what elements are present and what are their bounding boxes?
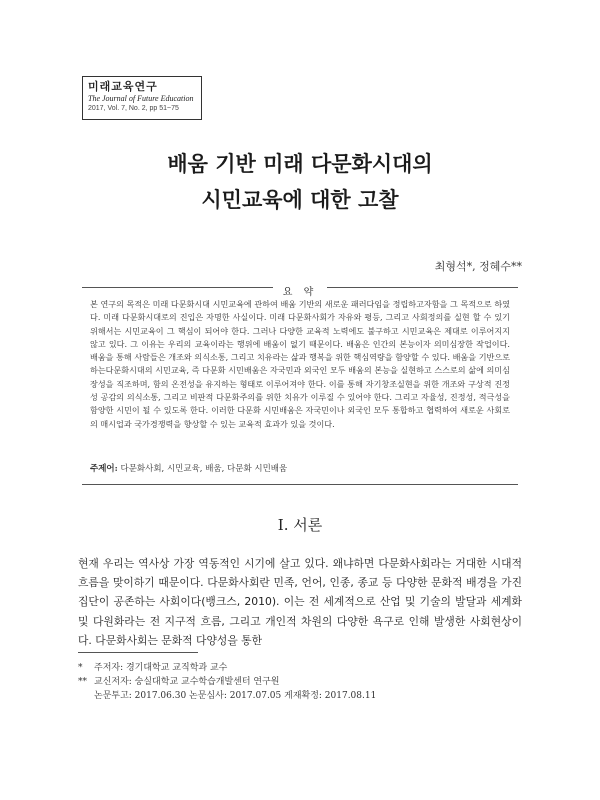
section-heading: Ⅰ. 서론 (277, 516, 323, 534)
body-paragraph: 현재 우리는 역사상 가장 역동적인 시기에 살고 있다. 왜냐하면 다문화사회라는 거대한 시대적 흐름을 맞이하기 때문이다. 다문화사회란 민족, 언어, 인종, 종교 등 다양한 문화적 배경을 가진 집단이 공존하는 사회이다(뱅크스, 2010). 이는 전 세계적으로 산업 및 기술의 발달과 세계화 및 다원화라는 전 지구적 흐름, 그리고 개인적 차원의 다양한 욕구로 인해 발생한 사회현상이다. 다문화사회는 문화적 다양성을 통한 (78, 557, 522, 647)
footnote-1-mark: * (78, 663, 83, 673)
footnote-2-text: 교신저자: 숭실대학교 교수학습개발센터 연구원 (94, 677, 280, 687)
abstract-label-wrap (0, 280, 600, 299)
abstract-label: 요 약 (273, 287, 328, 298)
footnote-2-mark: ** (78, 677, 87, 687)
journal-title: 미래교육연구 (88, 80, 158, 93)
footnote-dates-text: 논문투고: 2017.06.30 논문심사: 2017.07.05 게재확정: 2017.08.11 (94, 691, 377, 701)
footnote-1-text: 주저자: 경기대학교 교직학과 교수 (94, 663, 228, 673)
keywords-label: 주제어: (90, 464, 118, 474)
journal-info-box (82, 76, 202, 120)
footnotes (78, 661, 522, 703)
keywords-list: 다문화사회, 시민교육, 배움, 다문화 시민배움 (120, 464, 288, 474)
paper-title-line2: 시민교육에 대한 고찰 (201, 188, 399, 212)
paper-title-line1: 배움 기반 미래 다문화시대의 (167, 152, 433, 176)
footnote-2 (78, 675, 522, 689)
footnote-dates (78, 689, 522, 703)
footnote-rule (78, 652, 198, 653)
keywords (90, 462, 510, 474)
journal-volume: 2017, Vol. 7, No. 2, pp 51~75 (88, 105, 179, 112)
journal-subtitle: The Journal of Future Education (88, 94, 194, 103)
abstract-bottom-rule (82, 484, 518, 485)
abstract-body: 본 연구의 목적은 미래 다문화시대 시민교육에 관하여 배움 기반의 새로운 패러다임을 정립하고자함을 그 목적으로 하였다. 미래 다문화시대로의 진입은 자명한 사실이다. 미래 다문화사회가 자유와 평등, 그리고 사회정의를 실현 할 수 있기 위해서는 시민교육이 그 핵심이 되어야 한다. 그러나 다양한 교육적 노력에도 불구하고 시민교육은 제대로 이루어지지 않고 있다. 그 이유는 우리의 교육이라는 행위에 배움이 없기 때문이다. 배움은 인간의 본능이자 의미심장한 작업이다. 배움을 통해 사람들은 개조와 의식소통, 그리고 치유라는 삶과 행복을 위한 핵심역량을 함양할 수 있다. 배움을 기반으로 하는다문화시대의 시민교육, 즉 다문화 시민배움은 자국민과 외국인 모두 배움의 본능을 실현하고 스스로의 삶에 의미심장성을 직조하며, 함의 온전성을 유지하는 형태로 이루어져야 한다. 이를 통해 자기창조실현을 위한 개조와 구상적 진정성 공감의 의식소통, 그리고 비판적 다문화주의를 위한 치유가 이루질 수 있어야 한다. 그리고 자율성, 진정성, 적극성을 함양한 시민이 될 수 있도록 한다. 이러한 다문화 시민배움은 자국민이나 외국인 모두 통합하고 협력하여 새로운 사회로의 매시업과 국가경쟁력을 향상할 수 있는 교육적 효과가 있을 것이다. (90, 299, 510, 429)
footnote-1 (78, 661, 522, 675)
authors: 최형석*, 정혜수** (434, 260, 522, 273)
